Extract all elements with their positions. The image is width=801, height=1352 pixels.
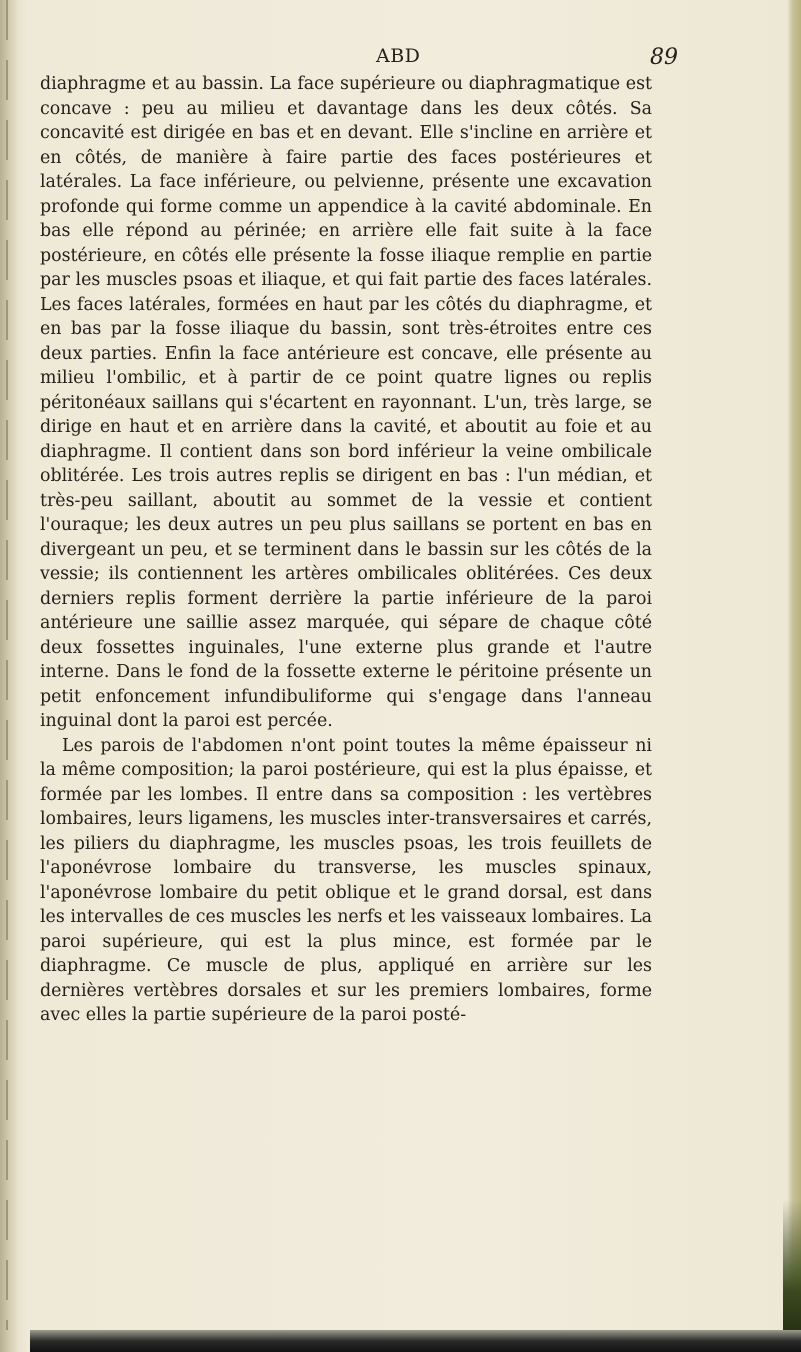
page-edge — [787, 0, 801, 1352]
paragraph: Les parois de l'abdomen n'ont point toutes la même épaisseur ni la même composition; la paroi postérieure, qui est la plus épaisse, et formée par les lombes. Il entre dans sa composition : les vertèbres lombaires, leurs ligamens, les muscles inter-transversaires et carrés, les piliers du diaphragme, les muscles psoas, les trois feuillets de l'aponévrose lombaire du transverse, les muscles spinaux, l'aponévrose lombaire du petit oblique et le grand dorsal, est dans les intervalles de ces muscles les nerfs et les vaisseaux lombaires. La paroi supérieure, qui est la plus mince, est formée par le diaphragme. Ce muscle de plus, appliqué en arrière sur les dernières vertèbres dorsales et sur les premiers lombaires, forme avec elles la partie supérieure de la paroi posté- — [40, 735, 652, 1025]
page-number: 89 — [650, 45, 678, 70]
binding-stitching — [6, 0, 8, 1330]
binding-shadow — [0, 0, 18, 1352]
scan-bottom-band — [30, 1330, 801, 1352]
page-header — [0, 45, 801, 75]
running-head: ABD — [376, 45, 421, 67]
paragraph: diaphragme et au bassin. La face supérieure ou diaphragmatique est concave : peu au milieu et davantage dans les deux côtés. Sa concavité est dirigée en bas et en devant. Elle s'incline en arrière et en côtés, de manière à faire partie des faces postérieures et latérales. La face inférieure, ou pelvienne, présente une excavation profonde qui forme comme un appendice à la cavité abdominale. En bas elle répond au périnée; en arrière elle fait suite à la face postérieure, en côtés elle présente la fosse iliaque remplie en partie par les muscles psoas et iliaque, et qui fait partie des faces latérales. Les faces latérales, formées en haut par les côtés du diaphragme, et en bas par la fosse iliaque du bassin, sont très-étroites entre ces deux parties. Enfin la face antérieure est concave, elle présente au milieu l'ombilic, et à partir de ce point quatre lignes ou replis péritonéaux saillans qui s'écartent en rayonnant. L'un, très large, se dirige en haut et en arrière dans la cavité, et aboutit au foie et au diaphragme. Il contient dans son bord inférieur la veine ombilicale oblitérée. Les trois autres replis se dirigent en bas : l'un médian, et très-peu saillant, aboutit au sommet de la vessie et contient l'ouraque; les deux autres un peu plus saillans se portent en bas en divergeant un peu, et se terminent dans le bassin sur les côtés de la vessie; ils contiennent les artères ombilicales oblitérées. Ces deux derniers replis forment derrière la partie inférieure de la paroi antérieure une saillie assez marquée, qui sépare de chaque côté deux fossettes inguinales, l'une externe plus grande et l'autre interne. Dans le fond de la fossette externe le péritoine présente un petit enfoncement infundibuliforme qui s'engage dans l'anneau inguinal dont la paroi est percée. — [40, 74, 652, 731]
body-text — [40, 72, 652, 1028]
